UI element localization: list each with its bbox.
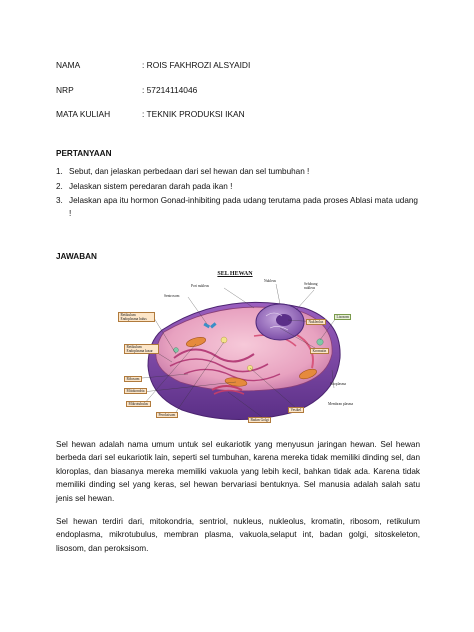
question-item	[56, 166, 418, 179]
label-nukleus: Nukleus	[264, 279, 276, 283]
question-text: Sebut, dan jelaskan perbedaan dari sel hewan dan sel tumbuhan !	[69, 167, 310, 176]
questions-list	[56, 166, 418, 220]
label-pori-nukleus: Pori nukleus	[191, 284, 210, 288]
label-nukleolus: Nukleolus	[306, 319, 326, 325]
info-label: NRP	[56, 85, 74, 95]
answer-paragraph: Sel hewan terdiri dari, mitokondria, sentriol, nukleus, nukleolus, kromatin, ribosom, retikulum endoplasma, mikrotubulus, membran plasma, vakuola,selaput int, badan golgi, sitoskeleton, lisosom, dan peroksisom.	[56, 517, 420, 553]
label-vesikel: Vesikel	[288, 407, 304, 413]
info-value: : 57214114046	[142, 85, 198, 95]
question-number: 2.	[56, 181, 63, 191]
label-mitokondria: Mitokondria	[124, 388, 147, 394]
figure-title: SEL HEWAN	[217, 271, 253, 277]
label-kromatin: Kromatin	[310, 348, 329, 354]
label-selubung-nukleus: Selubung nukleus	[304, 282, 318, 291]
question-item	[56, 181, 418, 194]
label-sentrosom: Sentrosom	[164, 294, 180, 298]
label-peroksisom: Peroksisom	[156, 412, 178, 418]
info-value: : TEKNIK PRODUKSI IKAN	[142, 109, 245, 119]
question-number: 1.	[56, 167, 63, 176]
answer-heading: JAWABAN	[56, 252, 97, 261]
question-item	[56, 195, 418, 220]
label-badan-golgi: Badan Golgi	[248, 417, 271, 423]
questions-heading: PERTANYAAN	[56, 149, 112, 158]
label-retikulum-kasar: Retikulum Endoplasma kasar	[124, 344, 159, 354]
info-label: NAMA	[56, 60, 81, 70]
animal-cell-figure	[104, 270, 366, 428]
question-number: 3.	[56, 196, 63, 206]
question-text: Jelaskan apa itu hormon Gonad-inhibiting pada udang terutama pada proses Ablasi mata udang !	[69, 196, 418, 218]
question-text: Jelaskan sistem peredaran darah pada ikan !	[69, 181, 233, 191]
label-mikrotubulus: Mikrotubulus	[126, 401, 151, 407]
info-value: : ROIS FAKHROZI ALSYAIDI	[142, 60, 251, 70]
label-membran-plasma: Membran plasma	[328, 402, 354, 406]
label-ribosom: Ribosom	[124, 376, 142, 382]
answer-paragraph: Sel hewan adalah nama umum untuk sel eukariotik yang menyusun jaringan hewan. Sel hewan berbeda dari sel eukariotik lain, seperti sel tumbuhan, karena mereka tidak memiliki dinding sel, dan kloroplas, dan biasanya mereka memiliki vakuola yang lebih kecil, bahkan tidak ada. Karena tidak memiliki dinding sel yang keras, sel hewan bervariasi bentuknya. Sel manusia adalah salah satu jenis sel hewan.	[56, 440, 420, 503]
info-label: MATA KULIAH	[56, 109, 111, 119]
label-retikulum-halus: Retikulum Endoplasma halus	[118, 312, 155, 322]
label-sitoplasma: Sitoplasma	[330, 382, 346, 386]
label-lisosom: Lisosom	[334, 314, 351, 320]
